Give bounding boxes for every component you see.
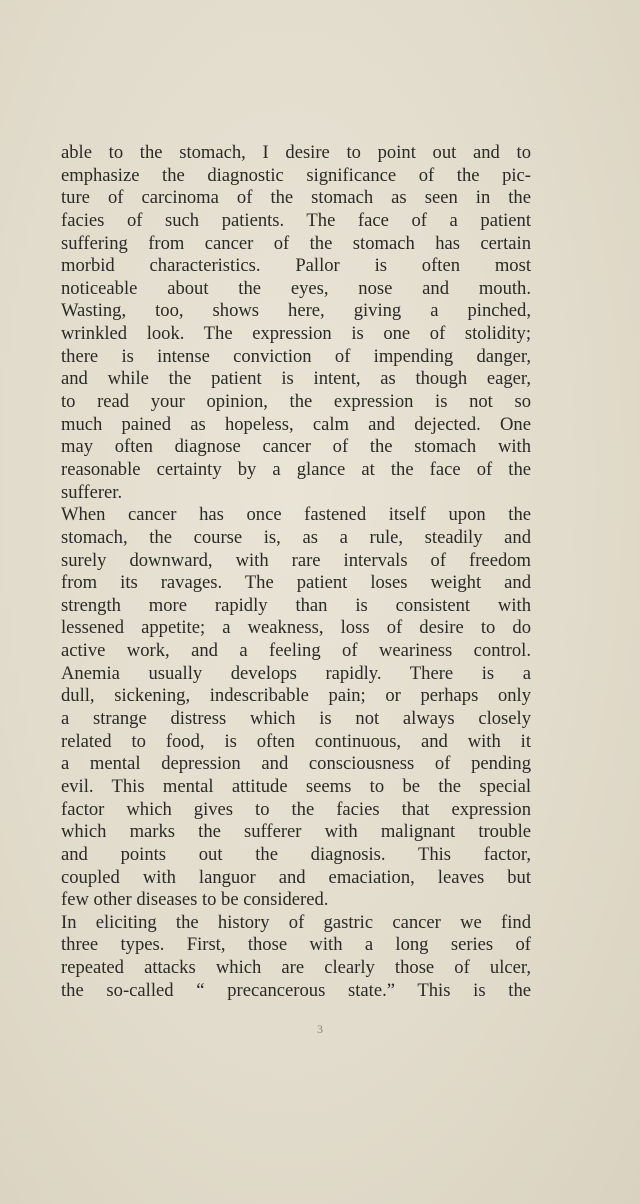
text-line: few other diseases to be considered. [61,889,329,911]
text-line: suffering from cancer of the stomach has certain [61,232,531,254]
text-line: three types. First, those with a long series of [61,934,531,956]
text-line: related to food, is often continuous, and with it [61,730,531,752]
text-line: repeated attacks which are clearly those of ulcer, [61,957,531,979]
text-line: active work, and a feeling of weariness control. [61,640,531,662]
text-line: facies of such patients. The face of a patient [61,209,531,231]
text-line: evil. This mental attitude seems to be the special [61,775,531,797]
text-line: and while the patient is intent, as though eager, [61,368,531,390]
text-line: may often diagnose cancer of the stomach with [61,436,531,458]
body-text [61,142,531,1002]
text-line: morbid characteristics. Pallor is often most [61,255,531,277]
text-line: Wasting, too, shows here, giving a pinched, [61,300,531,322]
text-line: there is intense conviction of impending danger, [61,345,531,367]
text-line: ture of carcinoma of the stomach as seen in the [61,187,531,209]
text-line: noticeable about the eyes, nose and mouth. [61,277,531,299]
text-line: and points out the diagnosis. This factor, [61,843,531,865]
text-line: stomach, the course is, as a rule, steadily and [61,526,531,548]
text-line: able to the stomach, I desire to point out and to [61,142,531,163]
text-line: Anemia usually develops rapidly. There is a [61,662,531,684]
text-line: to read your opinion, the expression is not so [61,391,531,413]
text-line: lessened appetite; a weakness, loss of desire to do [61,617,531,639]
text-line: sufferer. [61,481,123,503]
text-line: In eliciting the history of gastric cancer we find [61,911,531,933]
text-line: emphasize the diagnostic significance of the pic- [61,164,531,186]
text-line: the so-called “ precancerous state.” This is the [61,979,531,1001]
text-line: coupled with languor and emaciation, leaves but [61,866,531,888]
text-line: a strange distress which is not always closely [61,708,531,730]
text-line: from its ravages. The patient loses weight and [61,572,531,594]
text-line: surely downward, with rare intervals of freedom [61,549,531,571]
text-line: factor which gives to the facies that expression [61,798,531,820]
text-line: a mental depression and consciousness of pending [61,753,531,775]
text-line: wrinkled look. The expression is one of stolidity; [61,323,531,345]
text-line: much pained as hopeless, calm and dejected. One [61,413,531,435]
text-line: strength more rapidly than is consistent with [61,594,531,616]
text-line: which marks the sufferer with malignant trouble [61,821,531,843]
text-line: dull, sickening, indescribable pain; or perhaps only [61,685,531,707]
text-line: When cancer has once fastened itself upon the [61,504,531,526]
page-number: 3 [317,1022,323,1036]
text-line: reasonable certainty by a glance at the face of the [61,458,531,480]
